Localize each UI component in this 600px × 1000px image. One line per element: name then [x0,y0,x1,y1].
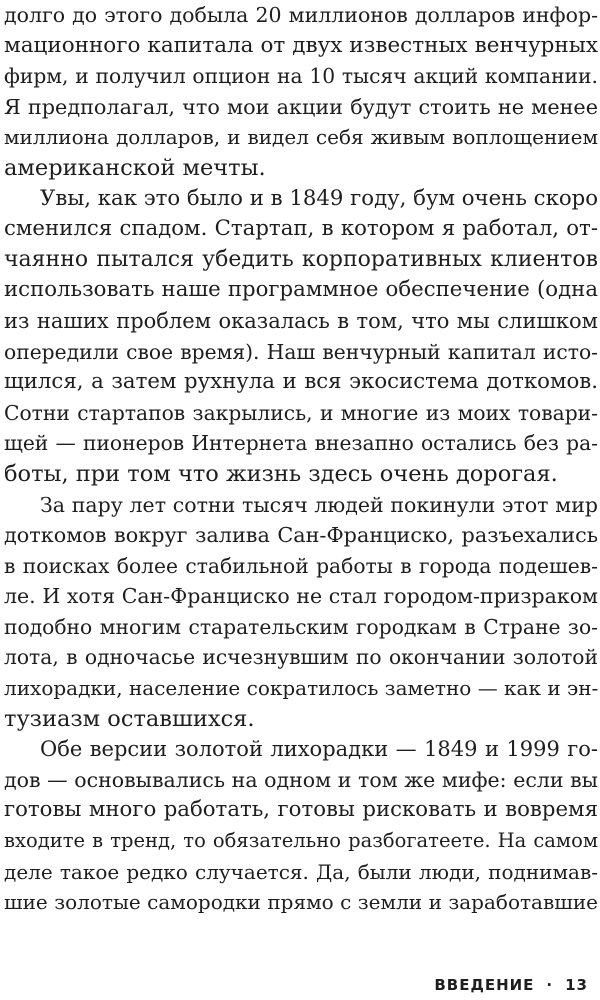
text-line: тузиазм оставшихся. [4,705,255,732]
text-line: миллиона долларов, и видел себя живым воплощением [4,125,598,150]
text-line: доткомов вокруг залива Сан-Франциско, разъехались [4,523,598,548]
page-number: 13 [565,976,588,994]
text-line: лота, в одночасье исчезнувшим по окончании золотой [4,645,598,670]
footer-separator: · [546,976,554,994]
text-line: чаянно пытался убедить корпоративных клиентов [4,246,598,272]
text-line: готовы много работать, готовы рисковать и вовремя [4,797,598,823]
text-line: лихорадки, население сократилось заметно — как и эн- [4,676,598,701]
text-line: Я предполагал, что мои акции будут стоить не менее [4,94,598,119]
text-line: долго до этого добыла 20 миллионов долларов инфор- [4,3,598,27]
text-line: боты, при том что жизнь здесь очень дорогая. [4,460,558,487]
text-line: американской мечты. [4,154,266,181]
text-line: в поисках более стабильной работы в города подешев- [4,553,598,578]
text-line: входите в тренд, то обязательно разбогатеете. На самом [4,829,598,853]
text-line: щей — пионеров Интернета внезапно остались без ра- [4,431,598,456]
text-line: Увы, как это было и в 1849 году, бум очень скоро [40,185,598,211]
body-text [4,0,598,918]
text-line: Обе версии золотой лихорадки — 1849 и 1999 го- [40,737,598,762]
text-line: использовать наше программное обеспечение (одна [4,277,598,303]
text-line: шие золотые самородки прямо с земли и заработавшие [4,890,598,915]
text-line: из наших проблем оказалась в том, что мы слишком [4,308,598,333]
running-footer [434,976,588,994]
text-line: мационного капитала от двух известных венчурных [4,32,598,58]
text-line: сменился спадом. Стартап, в котором я работал, от- [4,216,598,242]
text-line: деле такое редко случается. Да, были люди, поднимав- [4,859,598,884]
text-line: щился, а затем рухнула и вся экосистема доткомов. [4,369,598,395]
text-line: Сотни стартапов закрылись, и многие из моих товари- [4,400,598,425]
text-line: фирм, и получил опцион на 10 тысяч акций компании. [4,64,598,89]
text-line: дов — основывались на одном и том же мифе: если вы [4,767,598,792]
section-title: ВВЕДЕНИЕ [434,976,535,994]
text-line: опередили свое время). Наш венчурный капитал исто- [4,339,598,364]
text-line: За пару лет сотни тысяч людей покинули этот мир [40,492,598,517]
text-line: подобно многим старательским городкам в Стране зо- [4,614,598,639]
text-line: ле. И хотя Сан-Франциско не стал городом-призраком [4,584,598,609]
